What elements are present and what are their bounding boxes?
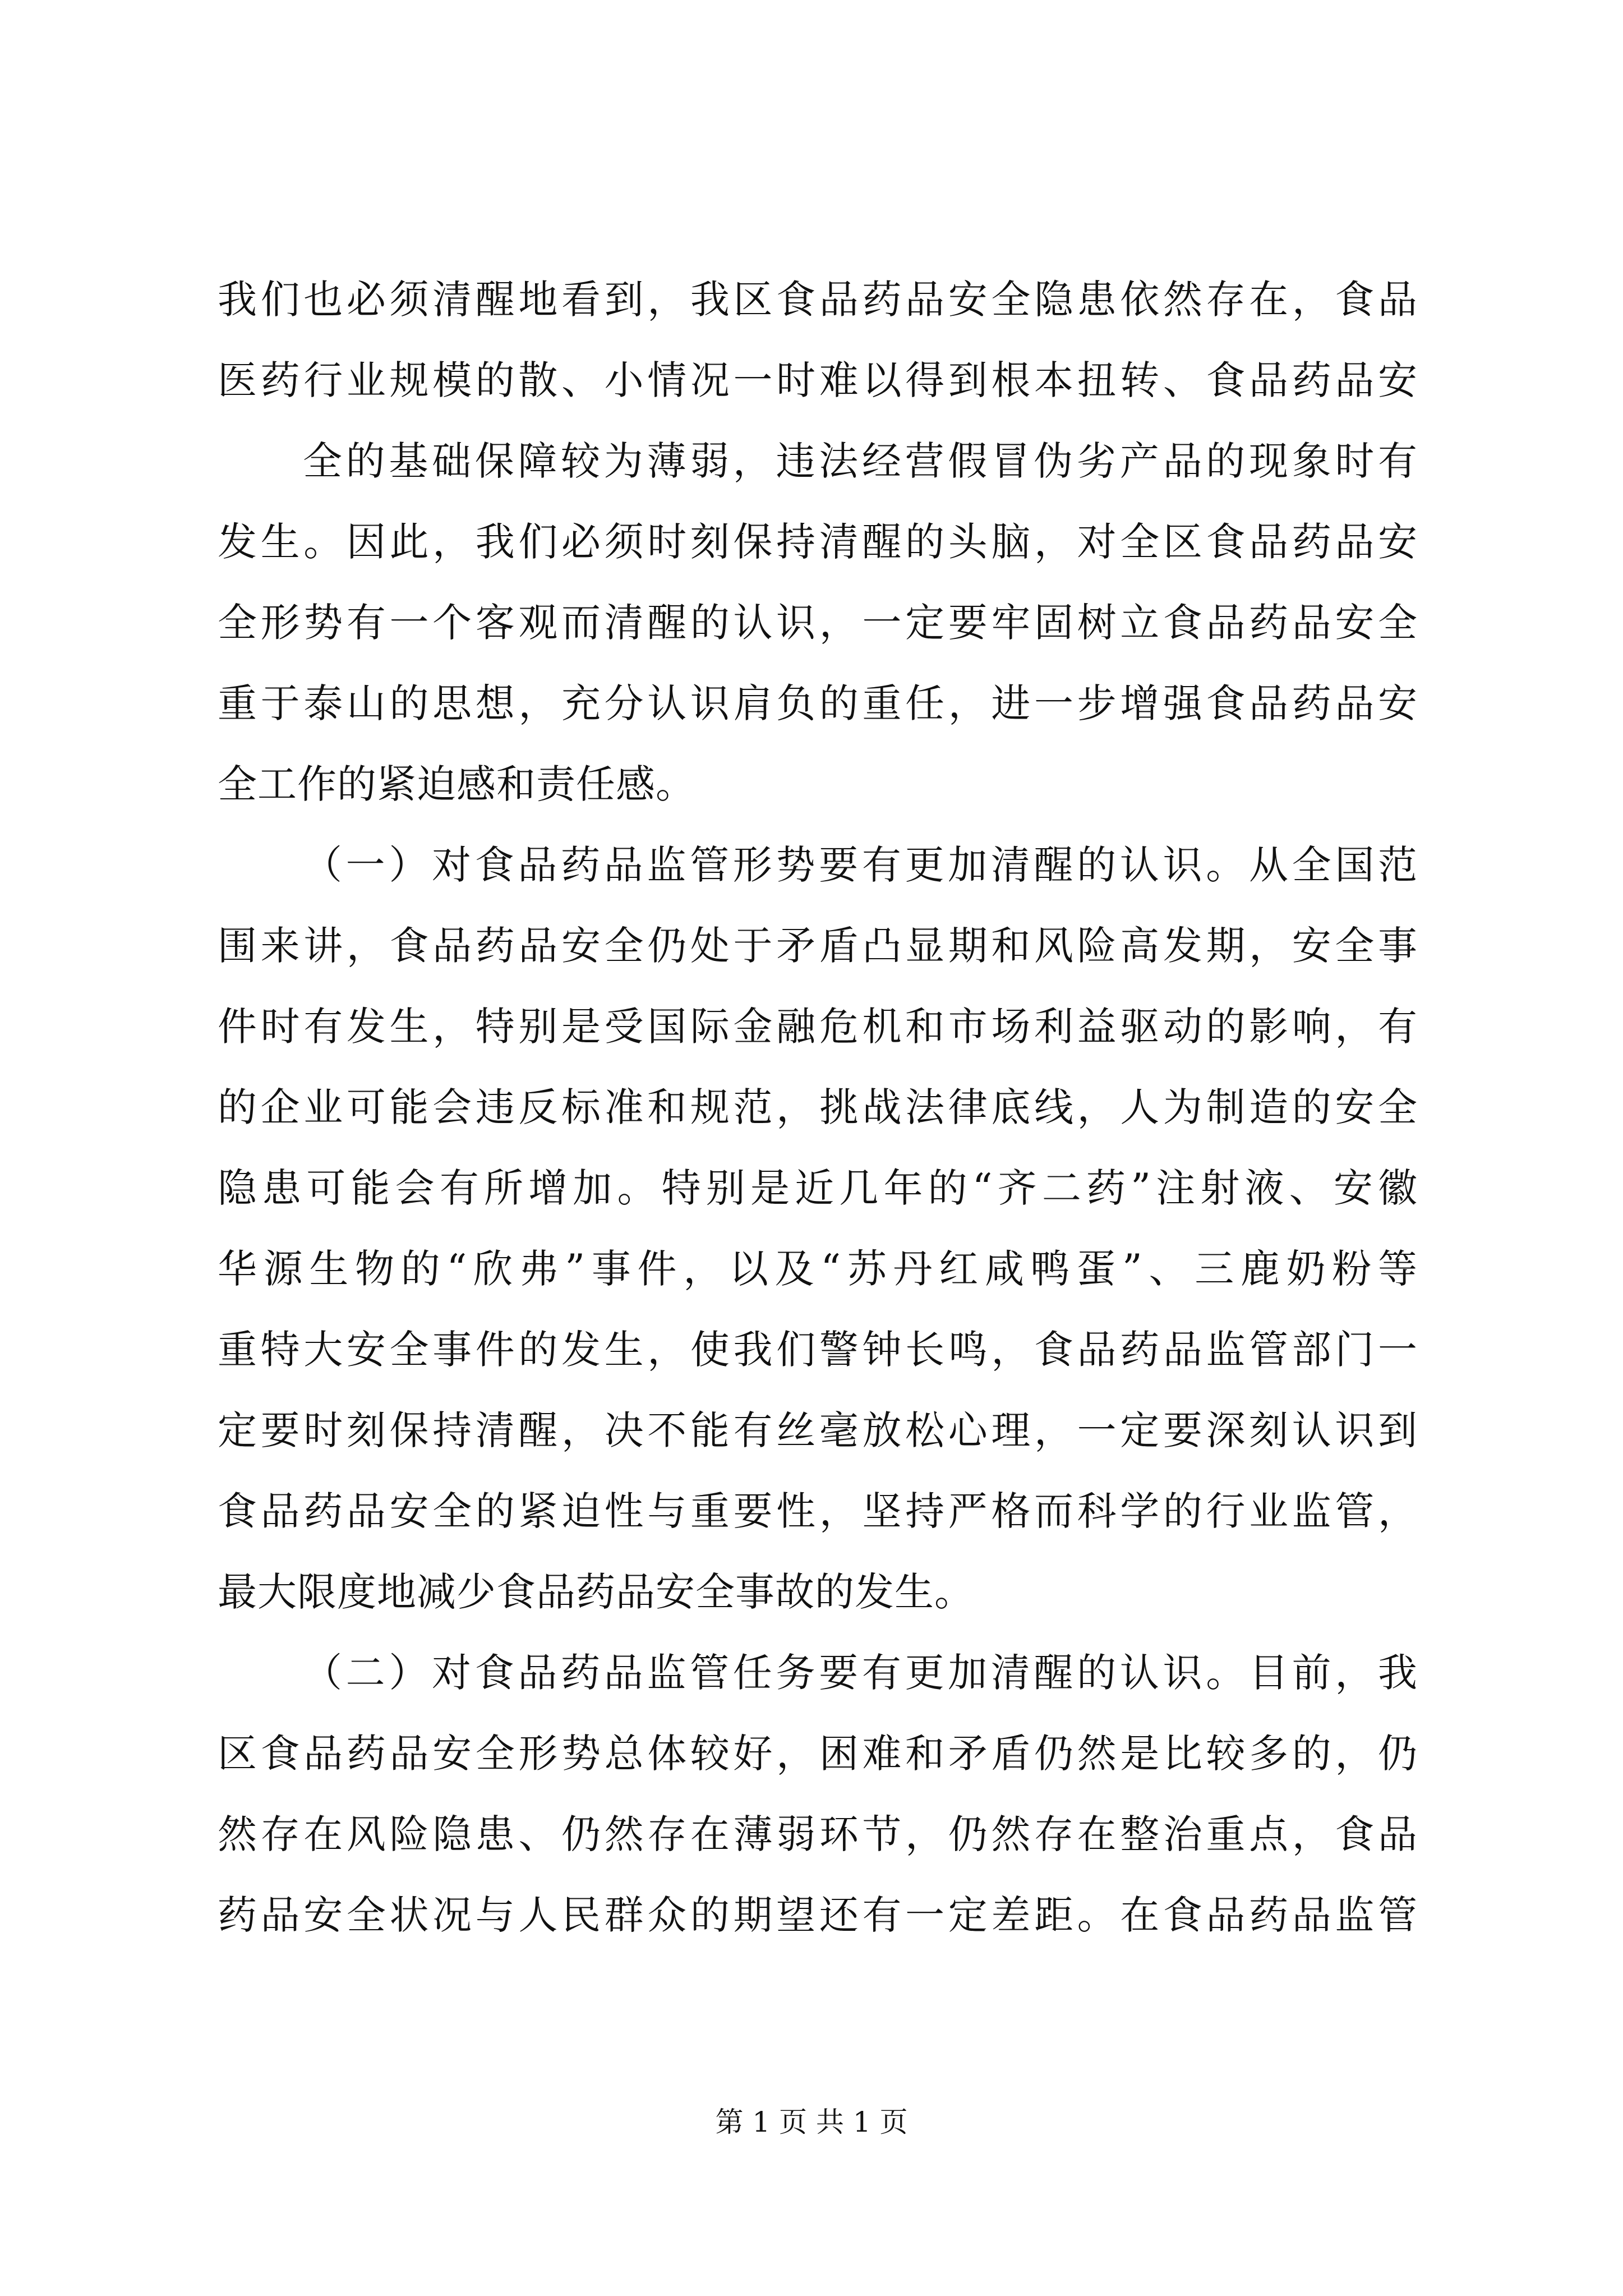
- text-line: 然存在风险隐患、仍然存在薄弱环节，仍然存在整治重点，食品: [218, 1811, 1418, 1857]
- text-line: 我们也必须清醒地看到，我区食品药品安全隐患依然存在，食品: [218, 277, 1418, 323]
- text-line: 全的基础保障较为薄弱，违法经营假冒伪劣产品的现象时有: [303, 438, 1418, 484]
- text-line: 重特大安全事件的发生，使我们警钟长鸣，食品药品监管部门一: [218, 1327, 1418, 1373]
- text-line: 围来讲，食品药品安全仍处于矛盾凸显期和风险高发期，安全事: [218, 923, 1418, 969]
- text-line: 全形势有一个客观而清醒的认识，一定要牢固树立食品药品安全: [218, 600, 1418, 646]
- text-line: 的企业可能会违反标准和规范，挑战法律底线，人为制造的安全: [218, 1084, 1418, 1130]
- paragraph-heading-1: （一）对食品药品监管形势要有更加清醒的认识。从全国范: [303, 842, 1418, 888]
- text-line: 华源生物的“欣弗”事件，以及“苏丹红咸鸭蛋”、三鹿奶粉等: [218, 1246, 1418, 1292]
- text-line: 发生。因此，我们必须时刻保持清醒的头脑，对全区食品药品安: [218, 519, 1418, 565]
- text-line: 医药行业规模的散、小情况一时难以得到根本扭转、食品药品安: [218, 357, 1418, 403]
- text-line: 定要时刻保持清醒，决不能有丝毫放松心理，一定要深刻认识到: [218, 1407, 1418, 1453]
- text-line: 全工作的紧迫感和责任感。: [218, 761, 695, 807]
- paragraph-heading-2: （二）对食品药品监管任务要有更加清醒的认识。目前，我: [303, 1650, 1418, 1696]
- text-line: 食品药品安全的紧迫性与重要性，坚持严格而科学的行业监管，: [218, 1488, 1418, 1534]
- text-line: 最大限度地减少食品药品安全事故的发生。: [218, 1569, 974, 1615]
- text-line: 药品安全状况与人民群众的期望还有一定差距。在食品药品监管: [218, 1892, 1418, 1938]
- text-line: 区食品药品安全形势总体较好，困难和矛盾仍然是比较多的，仍: [218, 1731, 1418, 1777]
- page-footer: 第 1 页 共 1 页: [715, 2106, 908, 2138]
- text-line: 隐患可能会有所增加。特别是近几年的“齐二药”注射液、安徽: [218, 1165, 1418, 1211]
- text-line: 重于泰山的思想，充分认识肩负的重任，进一步增强食品药品安: [218, 680, 1418, 726]
- body-text: [218, 259, 1418, 1955]
- text-line: 件时有发生，特别是受国际金融危机和市场利益驱动的影响，有: [218, 1004, 1418, 1050]
